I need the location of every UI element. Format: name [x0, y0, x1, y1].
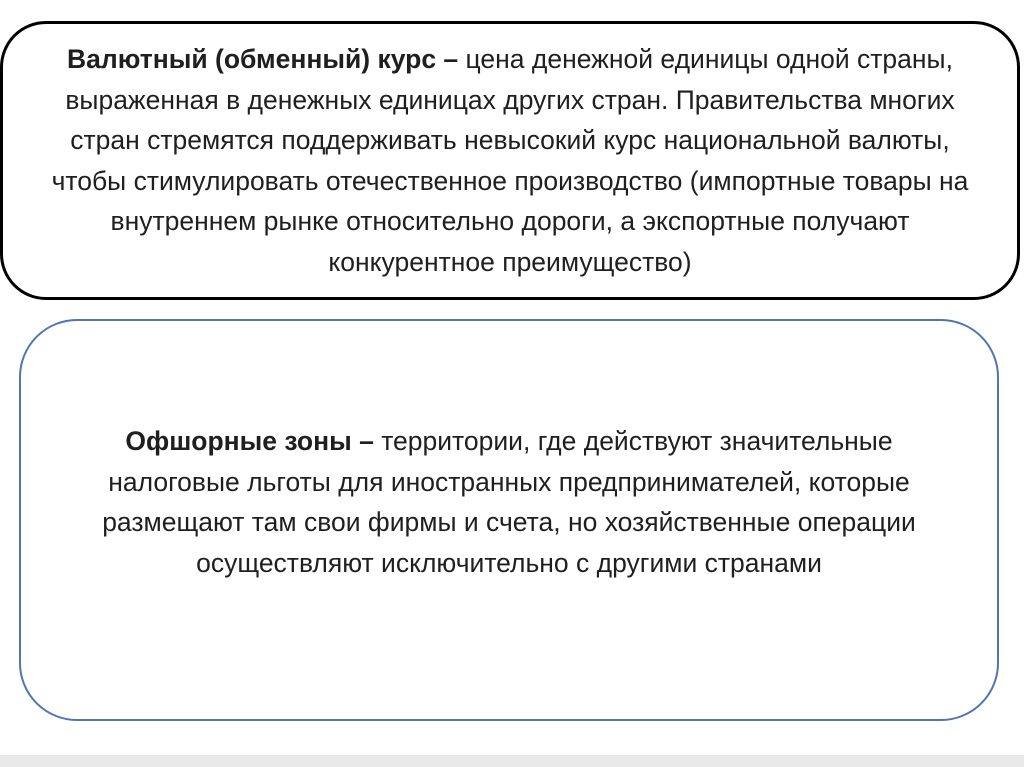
- offshore-zones-description: территории, где действуют значительные налоговые льготы для иностранных предпринимателей, которые размещают там свои фирмы и счета, но хозяйственные операции осуществляют исключительно с другими странами: [102, 426, 916, 578]
- exchange-rate-definition-box: [0, 21, 1020, 300]
- exchange-rate-description: цена денежной единицы одной страны, выраженная в денежных единицах других стран. Правительства многих стран стремятся поддерживать невысокий курс национальной валюты, чтобы стимулировать отечественное производство (импортные товары на внутреннем рынке относительно дороги, а экспортные получают конкурентное преимущество): [51, 44, 969, 277]
- exchange-rate-term: Валютный (обменный) курс –: [67, 44, 459, 74]
- exchange-rate-definition: [39, 39, 981, 282]
- offshore-zones-term: Офшорные зоны –: [125, 426, 374, 456]
- offshore-zones-definition-box: [19, 319, 999, 721]
- offshore-zones-definition: [61, 421, 957, 583]
